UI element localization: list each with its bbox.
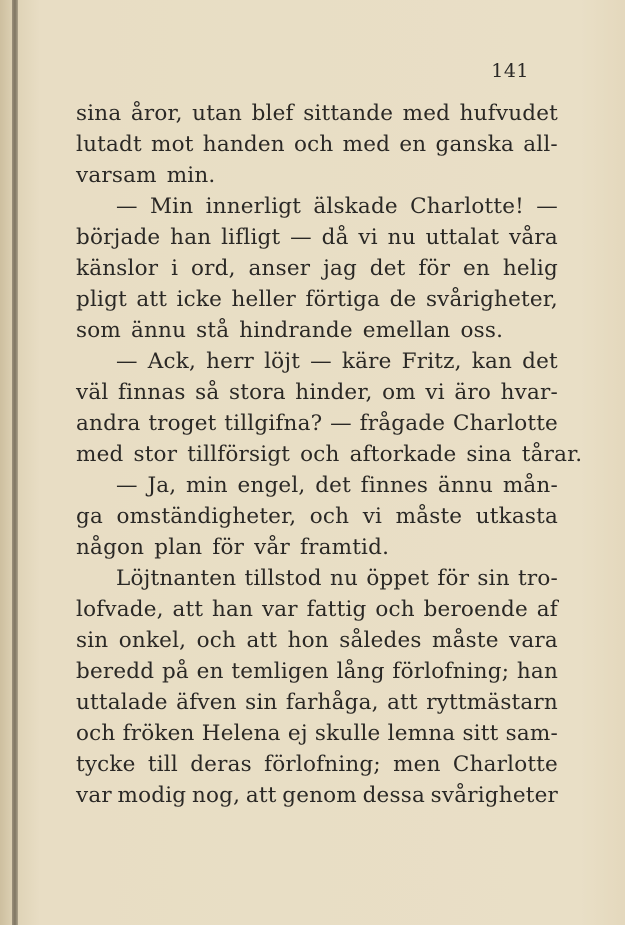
word: tro- bbox=[518, 566, 558, 591]
word: uttalat bbox=[425, 225, 500, 250]
word: Charlotte bbox=[452, 752, 558, 777]
word: Min bbox=[149, 194, 194, 219]
word: aftorkade bbox=[349, 442, 457, 467]
word: det bbox=[315, 473, 351, 498]
word: måste bbox=[395, 504, 463, 529]
word: engel, bbox=[237, 473, 306, 498]
text-line bbox=[76, 191, 558, 222]
word: älskade bbox=[313, 194, 398, 219]
word: vi bbox=[425, 380, 445, 405]
word: tillgifna? bbox=[224, 411, 323, 436]
word: äfven bbox=[176, 690, 237, 715]
word: käre bbox=[341, 349, 392, 374]
word: ganska bbox=[435, 132, 515, 157]
word: väl bbox=[76, 380, 109, 405]
word: förtiga bbox=[305, 287, 381, 312]
word: i bbox=[171, 256, 179, 281]
word: för bbox=[437, 566, 470, 591]
word: han bbox=[170, 225, 212, 250]
word: sam- bbox=[505, 721, 558, 746]
word: beredd bbox=[76, 659, 155, 684]
word: ännu bbox=[437, 473, 494, 498]
text-line bbox=[76, 315, 558, 346]
text-line bbox=[76, 780, 558, 811]
word: och bbox=[300, 442, 340, 467]
word: stå bbox=[196, 318, 230, 343]
word: farhåga, bbox=[285, 690, 379, 715]
word: tillstod bbox=[244, 566, 322, 591]
word: var bbox=[261, 597, 298, 622]
word: deras bbox=[190, 752, 252, 777]
text-line bbox=[76, 284, 558, 315]
word: för bbox=[212, 535, 245, 560]
word: en bbox=[196, 659, 224, 684]
word: att bbox=[136, 287, 168, 312]
word: tårar. bbox=[521, 442, 583, 467]
word: svårigheter, bbox=[425, 287, 558, 312]
word: åror, bbox=[130, 101, 183, 126]
word: och bbox=[196, 628, 237, 653]
word: ännu bbox=[130, 318, 187, 343]
word: och bbox=[309, 504, 350, 529]
text-line bbox=[76, 129, 558, 160]
word: att bbox=[387, 690, 418, 715]
word: och bbox=[76, 721, 116, 746]
text-line bbox=[76, 253, 558, 284]
body-text bbox=[76, 98, 583, 811]
word: vi bbox=[358, 225, 378, 250]
word: sina bbox=[466, 442, 512, 467]
word: dessa bbox=[362, 783, 425, 808]
word: sittande bbox=[303, 101, 394, 126]
word: lutadt bbox=[76, 132, 142, 157]
word: oss. bbox=[460, 318, 504, 343]
word: känslor bbox=[76, 256, 159, 281]
word: framtid. bbox=[299, 535, 390, 560]
text-line bbox=[76, 687, 558, 718]
word: — bbox=[536, 194, 558, 219]
word: — bbox=[116, 473, 138, 498]
word: på bbox=[161, 659, 189, 684]
word: Ack, bbox=[147, 349, 197, 374]
word: skulle bbox=[314, 721, 381, 746]
word: med bbox=[402, 101, 451, 126]
word: ryttmästarn bbox=[426, 690, 558, 715]
word: var bbox=[76, 783, 112, 808]
word: Ja, bbox=[147, 473, 177, 498]
word: sin bbox=[477, 566, 510, 591]
word: — bbox=[310, 349, 332, 374]
word: varsam bbox=[76, 163, 157, 188]
text-line bbox=[76, 656, 558, 687]
word: sin bbox=[245, 690, 278, 715]
text-line bbox=[76, 470, 558, 501]
word: sin bbox=[76, 628, 109, 653]
word: men bbox=[393, 752, 441, 777]
word: af bbox=[536, 597, 558, 622]
word: med bbox=[342, 132, 391, 157]
text-line bbox=[76, 408, 558, 439]
word: — bbox=[116, 349, 138, 374]
word: min. bbox=[166, 163, 216, 188]
text-line bbox=[76, 594, 558, 625]
word: blef bbox=[251, 101, 294, 126]
word: handen bbox=[202, 132, 285, 157]
word: onkel, bbox=[118, 628, 187, 653]
word: således bbox=[339, 628, 422, 653]
word: plan bbox=[154, 535, 203, 560]
word: ga bbox=[76, 504, 103, 529]
word: ej bbox=[287, 721, 308, 746]
word: tillförsigt bbox=[187, 442, 291, 467]
word: de bbox=[389, 287, 417, 312]
word: svårigheter bbox=[430, 783, 558, 808]
page-binding-edge bbox=[12, 0, 18, 925]
word: sina bbox=[76, 101, 122, 126]
word: vara bbox=[509, 628, 558, 653]
word: tycke bbox=[76, 752, 136, 777]
word: hon bbox=[287, 628, 329, 653]
word: fröken bbox=[122, 721, 195, 746]
word: att bbox=[172, 597, 204, 622]
word: då bbox=[321, 225, 349, 250]
word: det bbox=[369, 256, 406, 281]
word: så bbox=[195, 380, 220, 405]
word: helig bbox=[502, 256, 558, 281]
word: och bbox=[375, 597, 415, 622]
word: måste bbox=[432, 628, 499, 653]
word: — bbox=[290, 225, 312, 250]
word: en bbox=[399, 132, 427, 157]
word: sitt bbox=[462, 721, 499, 746]
text-line bbox=[76, 532, 558, 563]
text-line bbox=[76, 563, 558, 594]
text-line bbox=[76, 625, 558, 656]
word: hinder, bbox=[295, 380, 373, 405]
text-line bbox=[76, 222, 558, 253]
text-line bbox=[76, 501, 558, 532]
word: förlofning; bbox=[264, 752, 381, 777]
word: min bbox=[186, 473, 228, 498]
word: innerligt bbox=[205, 194, 302, 219]
word: öppet bbox=[366, 566, 430, 591]
word: stor bbox=[133, 442, 178, 467]
word: nu bbox=[329, 566, 359, 591]
word: till bbox=[147, 752, 178, 777]
word: vår bbox=[254, 535, 290, 560]
word: Charlotte! bbox=[410, 194, 524, 219]
text-line bbox=[76, 160, 558, 191]
text-line bbox=[76, 749, 558, 780]
word: lång bbox=[336, 659, 385, 684]
word: herr bbox=[206, 349, 255, 374]
word: han bbox=[212, 597, 254, 622]
word: vi bbox=[362, 504, 383, 529]
word: temligen bbox=[231, 659, 329, 684]
page-number: 141 bbox=[491, 60, 529, 82]
word: icke bbox=[176, 287, 223, 312]
word: all- bbox=[523, 132, 558, 157]
word: äro bbox=[454, 380, 491, 405]
text-line bbox=[76, 377, 558, 408]
word: började bbox=[76, 225, 161, 250]
word: — bbox=[116, 194, 138, 219]
word: pligt bbox=[76, 287, 127, 312]
text-line bbox=[76, 346, 558, 377]
word: nog, bbox=[191, 783, 241, 808]
word: hufvudet bbox=[459, 101, 558, 126]
word: emellan bbox=[362, 318, 451, 343]
word: heller bbox=[231, 287, 296, 312]
word: ord, bbox=[191, 256, 236, 281]
word: uttalade bbox=[76, 690, 168, 715]
word: Löjtnanten bbox=[116, 566, 237, 591]
word: utan bbox=[192, 101, 243, 126]
word: med bbox=[76, 442, 124, 467]
word: lofvade, bbox=[76, 597, 164, 622]
word: stora bbox=[229, 380, 286, 405]
word: att bbox=[245, 783, 277, 808]
word: troget bbox=[148, 411, 217, 436]
text-line bbox=[76, 98, 558, 129]
word: finnes bbox=[360, 473, 429, 498]
word: mån- bbox=[502, 473, 558, 498]
word: anser bbox=[248, 256, 311, 281]
word: han bbox=[516, 659, 558, 684]
word: Helena bbox=[201, 721, 281, 746]
word: omständigheter, bbox=[116, 504, 297, 529]
word: lemna bbox=[387, 721, 456, 746]
word: frågade bbox=[359, 411, 446, 436]
word: genom bbox=[282, 783, 357, 808]
word: en bbox=[463, 256, 491, 281]
word: Fritz, bbox=[401, 349, 462, 374]
word: mot bbox=[151, 132, 194, 157]
word: finnas bbox=[118, 380, 186, 405]
word: modig bbox=[117, 783, 187, 808]
word: — bbox=[330, 411, 352, 436]
word: som bbox=[76, 318, 121, 343]
word: löjt bbox=[264, 349, 301, 374]
word: någon bbox=[76, 535, 145, 560]
word: fattig bbox=[306, 597, 367, 622]
word: utkasta bbox=[475, 504, 558, 529]
word: det bbox=[522, 349, 558, 374]
word: andra bbox=[76, 411, 141, 436]
word: om bbox=[382, 380, 416, 405]
text-line bbox=[76, 718, 558, 749]
word: våra bbox=[509, 225, 558, 250]
word: och bbox=[294, 132, 334, 157]
word: hindrande bbox=[239, 318, 353, 343]
word: hvar- bbox=[500, 380, 558, 405]
word: förlofning; bbox=[392, 659, 510, 684]
word: för bbox=[418, 256, 451, 281]
word: jag bbox=[323, 256, 357, 281]
text-line bbox=[76, 439, 583, 470]
word: lifligt bbox=[221, 225, 281, 250]
word: nu bbox=[387, 225, 416, 250]
word: kan bbox=[471, 349, 513, 374]
word: att bbox=[246, 628, 278, 653]
word: beroende bbox=[423, 597, 528, 622]
word: Charlotte bbox=[452, 411, 558, 436]
